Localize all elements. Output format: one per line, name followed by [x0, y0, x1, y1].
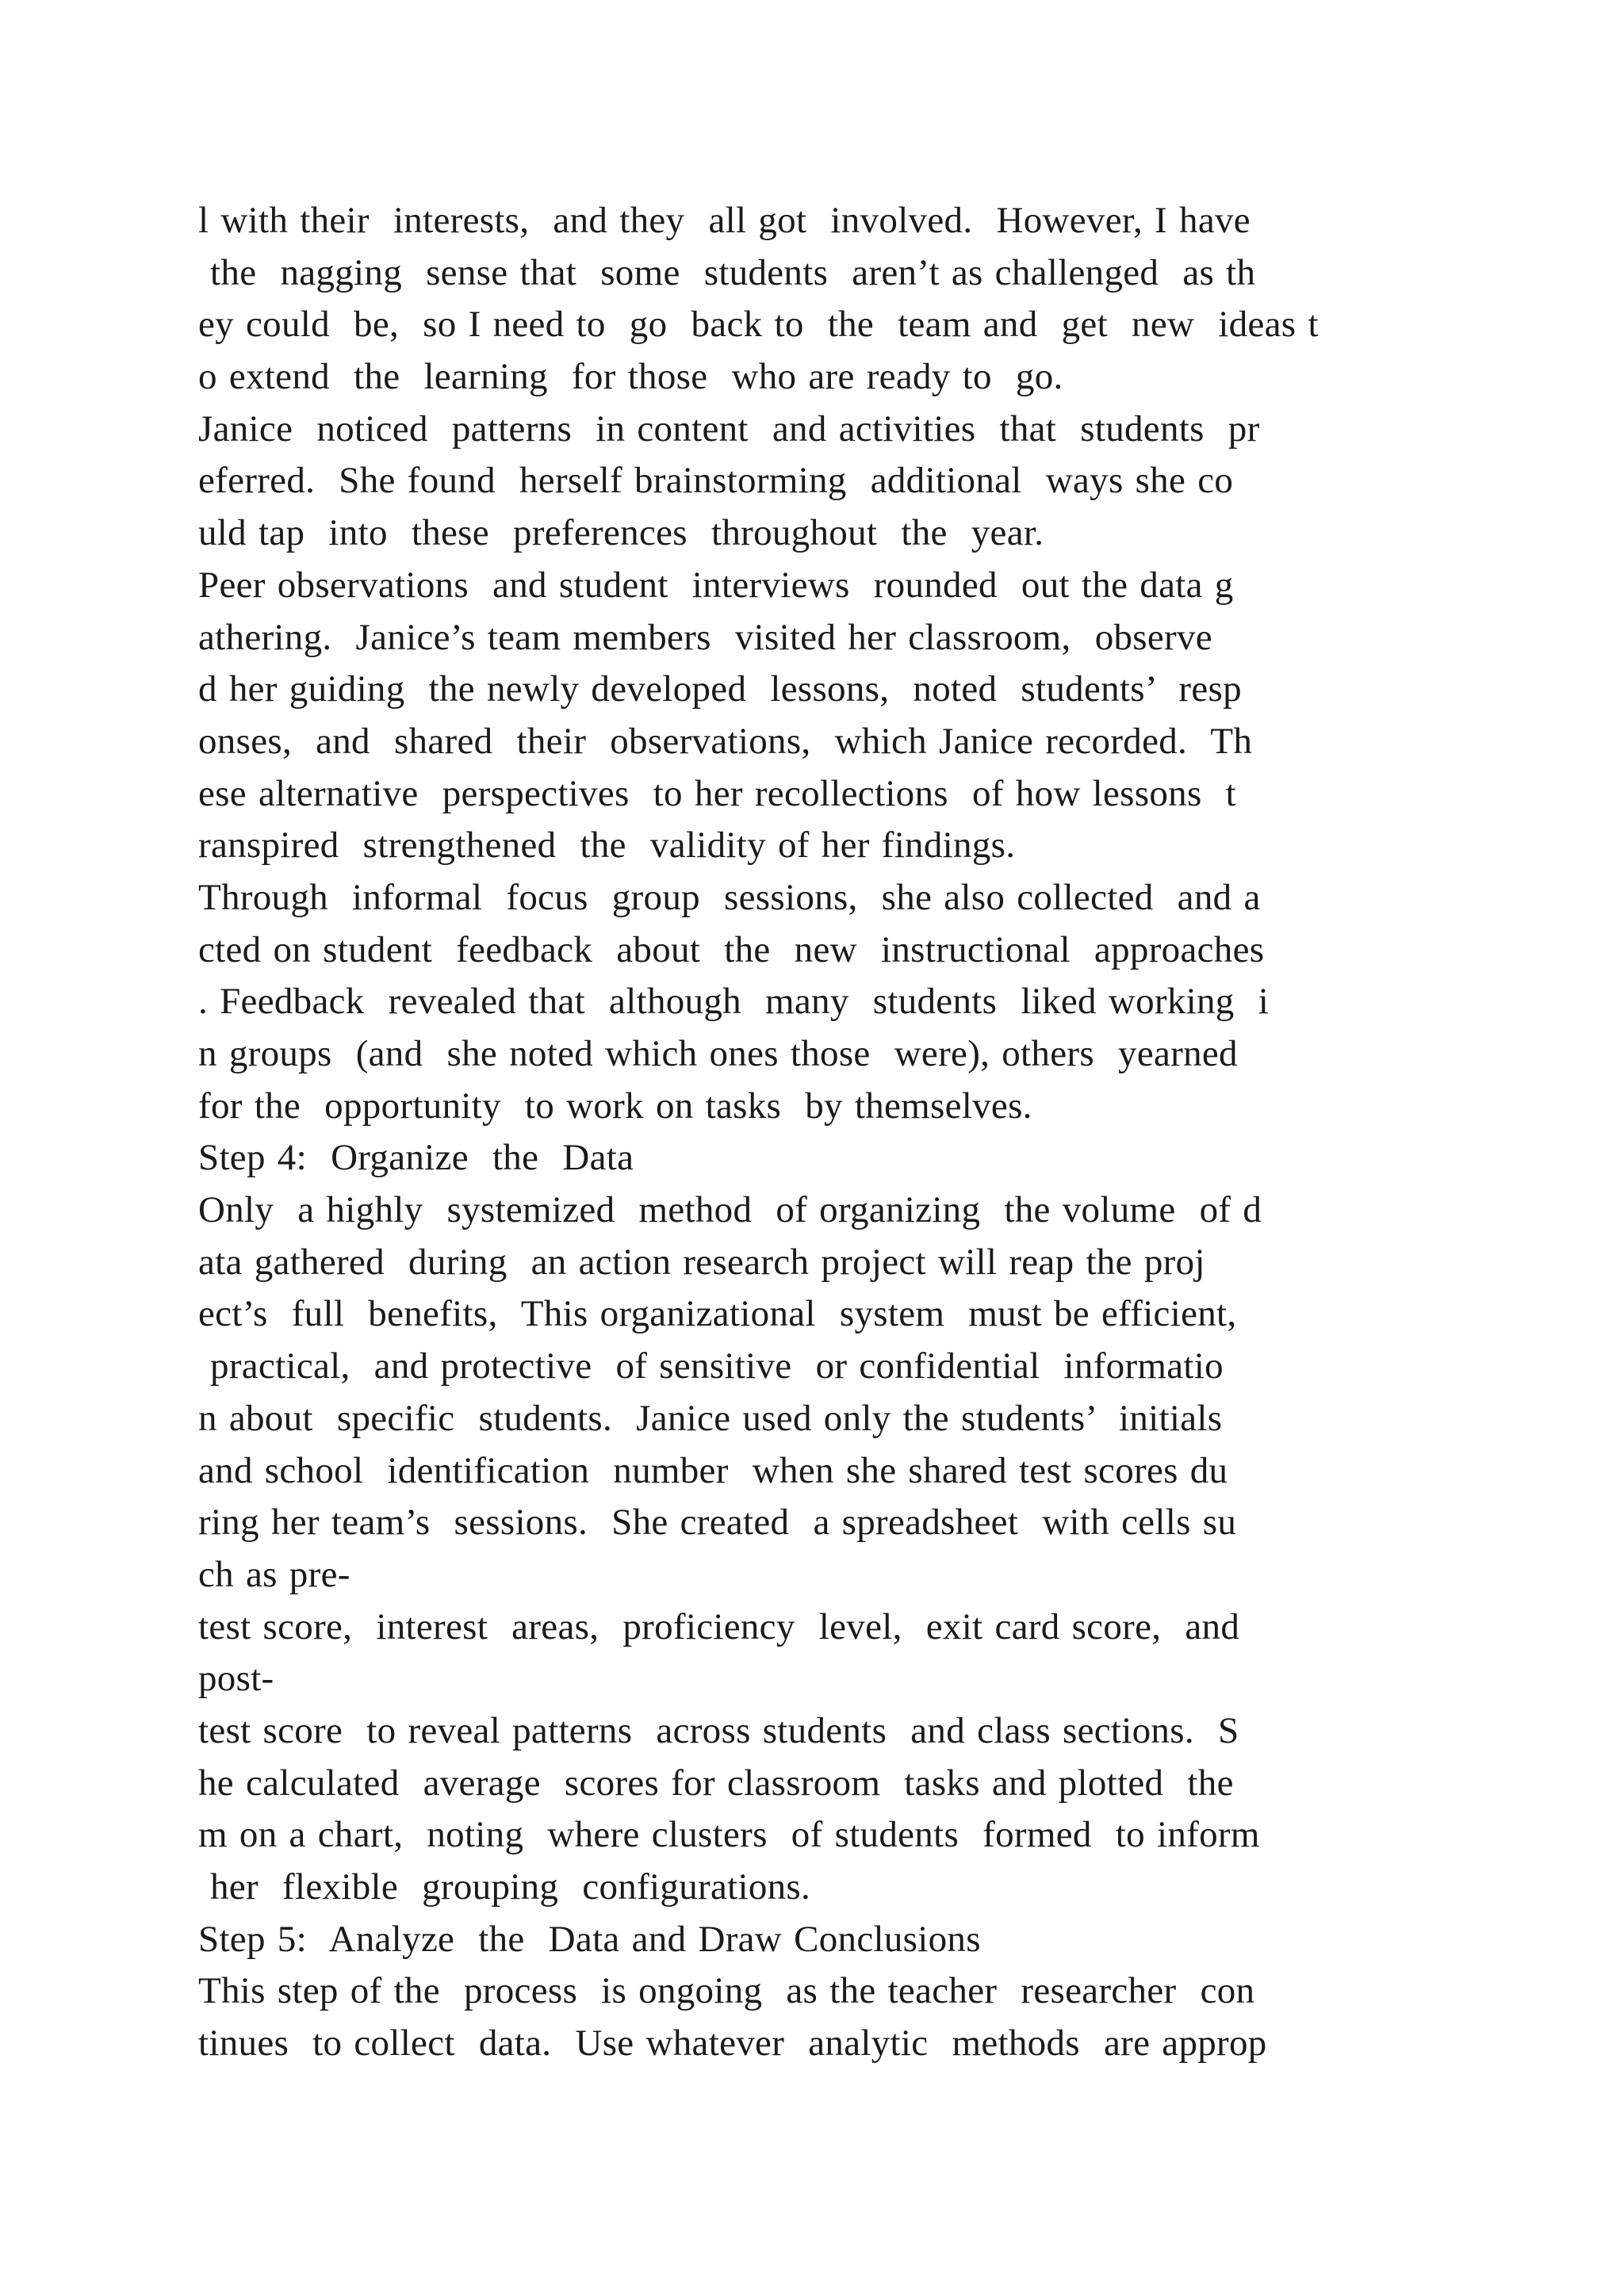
text-line: ect’s full benefits, This organizational system must be efficient,	[198, 1293, 1237, 1335]
text-line: tinues to collect data. Use whatever analytic methods are approp	[198, 2022, 1267, 2064]
text-line: ese alternative perspectives to her recollections of how lessons t	[198, 772, 1237, 814]
text-line: d her guiding the newly developed lessons, noted students’ resp	[198, 668, 1242, 710]
text-line: n groups (and she noted which ones those were), others yearned	[198, 1033, 1238, 1074]
text-line: m on a chart, noting where clusters of students formed to inform	[198, 1814, 1260, 1856]
text-line: ch as pre-	[198, 1553, 350, 1595]
section-heading-step-4: Step 4: Organize the Data	[198, 1137, 634, 1179]
text-line: eferred. She found herself brainstorming additional ways she co	[198, 460, 1234, 502]
text-line: athering. Janice’s team members visited her classroom, observe	[198, 616, 1212, 658]
text-line: and school identification number when she shared test scores du	[198, 1449, 1228, 1491]
text-line: for the opportunity to work on tasks by themselves.	[198, 1085, 1032, 1127]
text-line: Through informal focus group sessions, she also collected and a	[198, 876, 1261, 918]
text-line: ata gathered during an action research project will reap the proj	[198, 1241, 1205, 1283]
text-line: l with their interests, and they all got involved. However, I have	[198, 200, 1251, 241]
text-line: post-	[198, 1658, 274, 1700]
text-line: test score to reveal patterns across students and class sections. S	[198, 1709, 1239, 1751]
text-line: uld tap into these preferences throughout the year.	[198, 512, 1044, 554]
text-line: . Feedback revealed that although many students liked working i	[198, 981, 1270, 1023]
text-line: Only a highly systemized method of organizing the volume of d	[198, 1189, 1262, 1231]
text-line: This step of the process is ongoing as the teacher researcher con	[198, 1970, 1255, 2012]
text-line: cted on student feedback about the new instructional approaches	[198, 928, 1265, 970]
text-line: Peer observations and student interviews rounded out the data g	[198, 564, 1234, 606]
text-line: o extend the learning for those who are ready to go.	[198, 356, 1063, 398]
text-line: practical, and protective of sensitive or confidential informatio	[198, 1345, 1224, 1387]
text-line: ey could be, so I need to go back to the team and get new ideas t	[198, 304, 1319, 346]
section-heading-step-5: Step 5: Analyze the Data and Draw Conclusions	[198, 1918, 981, 1960]
body-text	[198, 195, 1451, 2070]
text-line: onses, and shared their observations, which Janice recorded. Th	[198, 720, 1253, 762]
text-line: Janice noticed patterns in content and activities that students pr	[198, 408, 1260, 450]
text-line: her flexible grouping configurations.	[198, 1866, 811, 1908]
text-line: ranspired strengthened the validity of her findings.	[198, 825, 1016, 867]
text-line: the nagging sense that some students aren’t as challenged as th	[198, 251, 1256, 293]
text-line: he calculated average scores for classroom tasks and plotted the	[198, 1762, 1234, 1804]
text-line: ring her team’s sessions. She created a spreadsheet with cells su	[198, 1502, 1237, 1544]
text-line: test score, interest areas, proficiency level, exit card score, and	[198, 1605, 1240, 1647]
text-line: n about specific students. Janice used only the students’ initials	[198, 1397, 1223, 1439]
